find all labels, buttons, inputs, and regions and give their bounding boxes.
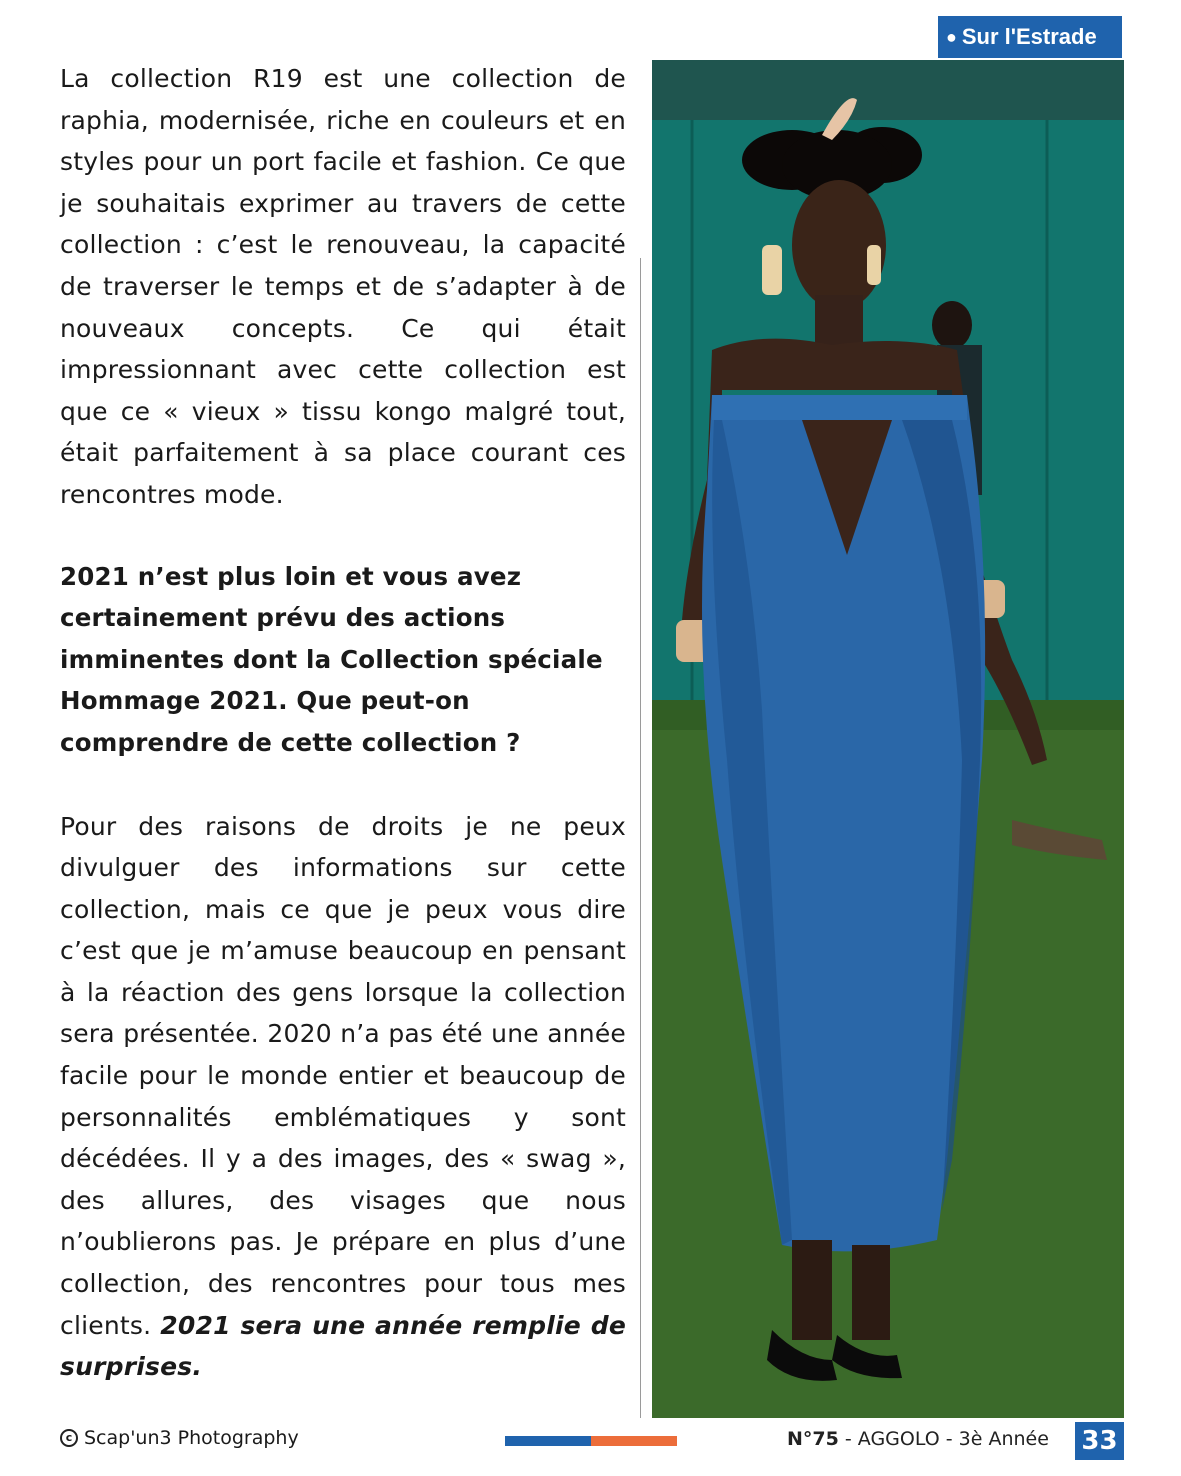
column-divider bbox=[640, 258, 641, 1418]
issue-info bbox=[787, 1428, 1049, 1450]
article-paragraph bbox=[60, 806, 626, 1388]
footer-bar-blue bbox=[505, 1436, 591, 1446]
interview-question: 2021 n’est plus loin et vous avez certainement prévu des actions imminentes dont la Collection spéciale Hommage 2021. Que peut-on comprendre de cette collection ? bbox=[60, 561, 603, 757]
photo-credit bbox=[60, 1427, 299, 1449]
article-paragraph: La collection R19 est une collection de raphia, modernisée, riche en couleurs et en styles pour un port facile et fashion. Ce que je souhaitais exprimer au travers de cette collection : c’est le renouveau, la capacité de traverser le temps et de s’adapter à de nouveaux concepts. Ce qui était impressionnant avec cette collection est que ce « vieux » tissu kongo malgré tout, était parfaitement à sa place courant ces rencontres mode. bbox=[60, 64, 626, 509]
page-footer bbox=[0, 1420, 1181, 1470]
copyright-icon: c bbox=[60, 1429, 78, 1447]
issue-number: N°75 bbox=[787, 1428, 839, 1450]
bullet-icon: ● bbox=[946, 27, 957, 47]
footer-color-bar bbox=[505, 1436, 677, 1446]
article-column bbox=[60, 58, 626, 1388]
paragraph-text: Pour des raisons de droits je ne peux divulguer des informations sur cette collection, mais ce que je peux vous dire c’est que je m’amuse beaucoup en pensant à la réaction des gens lorsque la collection sera présentée. 2020 n’a pas été une année facile pour le monde entier et beaucoup de personnalités emblématiques y sont décédées. Il y a des images, des « swag », des allures, des visages que nous n’oublierons pas. Je prépare en plus d’une collection, des rencontres pour tous mes clients. bbox=[60, 811, 626, 1340]
footer-bar-orange bbox=[591, 1436, 677, 1446]
section-tag bbox=[938, 16, 1122, 58]
section-tag-label: Sur l'Estrade bbox=[961, 24, 1097, 49]
page-number: 33 bbox=[1075, 1422, 1124, 1460]
credit-label: Scap'un3 Photography bbox=[84, 1427, 299, 1449]
paragraph-emphasis: 2021 sera une année remplie de surprises. bbox=[60, 1310, 626, 1382]
issue-details: - AGGOLO - 3è Année bbox=[838, 1428, 1049, 1450]
runway-photo bbox=[652, 60, 1124, 1418]
